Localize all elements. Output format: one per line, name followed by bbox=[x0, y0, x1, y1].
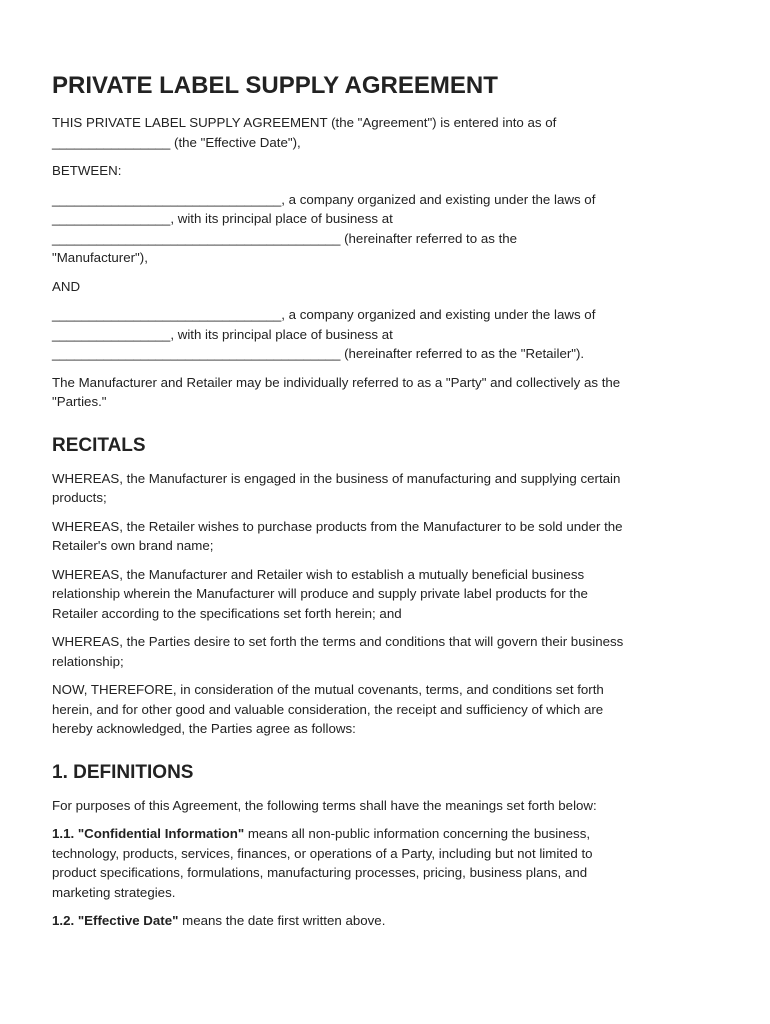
definition-term: 1.2. "Effective Date" bbox=[52, 913, 179, 928]
between-label: BETWEEN: bbox=[52, 163, 122, 178]
recital-line: products; bbox=[52, 490, 107, 505]
recital-line: NOW, THEREFORE, in consideration of the mutual covenants, terms, and conditions set forth bbox=[52, 682, 604, 697]
definition-line: product specifications, formulations, manufacturing processes, pricing, business plans, and bbox=[52, 865, 588, 880]
party-1-paragraph bbox=[52, 190, 718, 268]
recital-line: Retailer's own brand name; bbox=[52, 538, 214, 553]
recital-line: relationship; bbox=[52, 653, 124, 669]
party-2-paragraph bbox=[52, 305, 718, 364]
recital-line: Retailer according to the specifications set forth herein; and bbox=[52, 605, 402, 621]
recital-line: WHEREAS, the Manufacturer and Retailer wish to establish a mutually beneficial business bbox=[52, 566, 585, 582]
recital-line: hereby acknowledged, the Parties agree as follows: bbox=[52, 721, 356, 736]
parties-note-line: The Manufacturer and Retailer may be individually referred to as a "Party" and collectively as the bbox=[52, 374, 621, 390]
definition-line: marketing strategies. bbox=[52, 884, 176, 900]
definition-line: means the date first written above. bbox=[178, 913, 386, 928]
party-1-line: ________________, with its principal place of business at bbox=[52, 211, 393, 226]
definition-paragraph bbox=[52, 824, 718, 902]
recital-line: WHEREAS, the Retailer wishes to purchase products from the Manufacturer to be sold under the bbox=[52, 518, 623, 534]
recital-line: WHEREAS, the Parties desire to set forth the terms and conditions that will govern their business bbox=[52, 634, 624, 649]
definition-paragraph bbox=[52, 911, 718, 931]
intro-line: ________________ (the "Effective Date"), bbox=[52, 134, 301, 150]
definition-line: technology, products, services, finances, or operations of a Party, including but not limited to bbox=[52, 845, 593, 861]
party-2-line: _______________________________________ (hereinafter referred to as the "Retailer"). bbox=[52, 346, 585, 361]
recital-line: WHEREAS, the Manufacturer is engaged in the business of manufacturing and supplying certain bbox=[52, 470, 621, 486]
definitions-intro: For purposes of this Agreement, the following terms shall have the meanings set forth below: bbox=[52, 797, 597, 813]
recital-paragraph bbox=[52, 680, 718, 739]
intro-line: THIS PRIVATE LABEL SUPPLY AGREEMENT (the "Agreement") is entered into as of bbox=[52, 115, 557, 130]
party-1-line: _______________________________, a company organized and existing under the laws of bbox=[52, 191, 596, 207]
recitals-heading: RECITALS bbox=[52, 434, 146, 456]
definitions-heading: 1. DEFINITIONS bbox=[52, 761, 194, 783]
party-1-line: _______________________________________ (hereinafter referred to as the bbox=[52, 230, 518, 246]
recital-line: relationship wherein the Manufacturer will produce and supply private label products for the bbox=[52, 586, 588, 601]
recital-paragraph bbox=[52, 517, 718, 556]
definition-term: 1.1. "Confidential Information" bbox=[52, 826, 245, 841]
recital-line: herein, and for other good and valuable consideration, the receipt and sufficiency of which are bbox=[52, 701, 604, 717]
recital-paragraph bbox=[52, 565, 718, 624]
party-1-line: "Manufacturer"), bbox=[52, 250, 148, 265]
party-2-line: _______________________________, a company organized and existing under the laws of bbox=[52, 307, 596, 322]
recital-paragraph bbox=[52, 469, 718, 508]
and-label: AND bbox=[52, 278, 81, 294]
party-2-line: ________________, with its principal place of business at bbox=[52, 326, 393, 342]
recital-paragraph bbox=[52, 632, 718, 671]
parties-note-paragraph bbox=[52, 373, 718, 412]
definition-line: means all non-public information concerning the business, bbox=[244, 826, 591, 841]
parties-note-line: "Parties." bbox=[52, 394, 107, 409]
intro-paragraph bbox=[52, 113, 718, 152]
document-title: PRIVATE LABEL SUPPLY AGREEMENT bbox=[52, 72, 498, 99]
